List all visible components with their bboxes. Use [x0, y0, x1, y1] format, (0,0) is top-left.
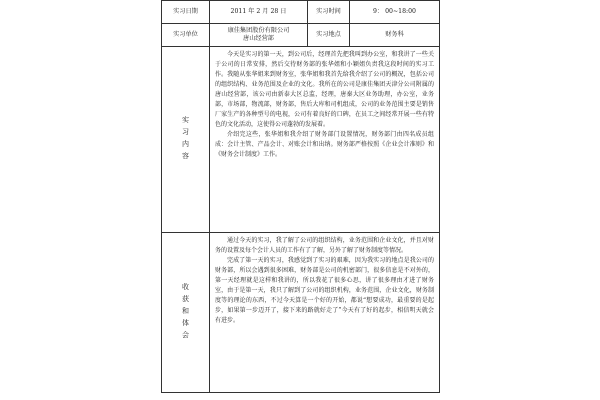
place-value: 财务科 [350, 24, 440, 47]
content-row [162, 47, 440, 233]
unit-value-line1: 康佳集团股份有限公司 [227, 27, 290, 34]
unit-label: 实习单位 [162, 24, 210, 47]
date-label: 实习日期 [162, 1, 210, 24]
gains-paragraph: 通过今天的实习，我了解了公司的组织结构，业务范围和企业文化，并且对财务的设置及每个会计人员的工作有了了解，另外了解了财务制度等情况。 [215, 237, 434, 254]
gains-paragraph: 完成了第一天的实习，我感觉到了实习的艰难，因为我实习的地点是我公司的财务部，所以会遇到很多困难，财务部是公司的机密部门，很多信息是不对外的，第一天经理就是这样和我讲的，所以我花了很多心思，讲了很多理由才进了财务室，由于是第一天，我只了解到了公司的组织机构，业务范围，企业文化，财务制度等的理论的东西，不过今天算是一个好的开始，都说“想要成功，最重要的是起步，如果第一步迈开了，接下来的路就好走了”今天有了好的起步，相信明天就会有进步。 [215, 257, 434, 324]
unit-value [210, 24, 308, 47]
unit-row [162, 24, 440, 47]
gains-row [162, 233, 440, 393]
time-label: 实习时间 [308, 1, 350, 24]
gains-text [210, 233, 440, 393]
content-paragraph: 介绍完这些，张华姐和我介绍了财务部门设置情况，财务部门由四名成员组成：会计主管、产品会计、对账会计和出纳。财务部严格按照《企业会计准则》和《财务会计制度》工作。 [215, 131, 434, 158]
date-value: 2011 年 2 月 28 日 [210, 1, 308, 24]
internship-log-table [161, 0, 440, 393]
unit-value-line2: 唐山经营部 [243, 35, 274, 42]
date-row [162, 1, 440, 24]
gains-label: 收获和体会 [181, 282, 190, 343]
content-label: 实习内容 [181, 115, 190, 164]
content-label-cell [162, 47, 210, 233]
content-paragraph: 今天是实习的第一天，到公司后，经理首先把我叫到办公室，和我讲了一些关于公司的日常安排，然后交待财务部的张华姐和小颖姐负责我这段时间的实习工作。我随从张华姐来到财务室，张华姐和我首先给我介绍了公司的概况，包括公司的组织结构、业务范围及企业的文化。我所在的公司是康佳集团天津分公司附属的唐山经营部，该公司由新泰大区总监，经理，唐秦大区业务助理，办公室，业务部，市场部，物流部，财务部，售后大库和司机组成，公司的业务范围主要是销售厂家生产的各种型号的电视，公司有着良好的口碑，在员工之间经常开展一些有特色的文化活动，这使得公司蓬勃的发展着。 [215, 51, 434, 128]
place-label: 实习地点 [308, 24, 350, 47]
time-value: 9： 00~18:00 [350, 1, 440, 24]
content-text [210, 47, 440, 233]
gains-label-cell [162, 233, 210, 393]
